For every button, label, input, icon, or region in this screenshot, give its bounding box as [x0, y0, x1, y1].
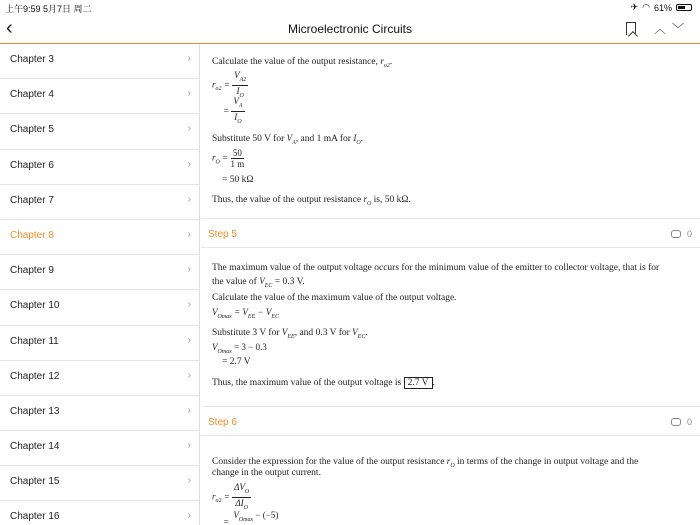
- step6-comment-count: 0: [687, 417, 693, 427]
- chevron-right-icon: ›: [187, 193, 191, 205]
- step5-comment-count: 0: [687, 229, 693, 239]
- eq-vomax: $V_{Omax} = V_{EE} - V_{EC}$: [212, 307, 280, 320]
- comment-icon[interactable]: [671, 418, 681, 426]
- step6-line1: Consider the expression for the value of the output resistance $r_O$ in terms of the change in output voltage and the: [212, 456, 639, 469]
- step5-line1: The maximum value of the output voltage occurs for the minimum value of the emitter to collector voltage, that is for: [212, 263, 660, 273]
- battery-percent: 61%: [653, 2, 672, 13]
- chevron-right-icon: ›: [187, 334, 191, 346]
- step6-line2: change in the output current.: [212, 468, 321, 478]
- sidebar-item-label: Chapter 14: [10, 441, 60, 453]
- sidebar-item-chapter[interactable]: [0, 114, 199, 149]
- chevron-up-icon[interactable]: ︿: [654, 22, 667, 36]
- page-title: Microelectronic Circuits: [287, 22, 413, 36]
- chevron-right-icon: ›: [187, 88, 191, 100]
- step5-label: Step 5: [208, 229, 237, 240]
- eq-ro2-partial: = $V_{Omax} - (-5)$: [223, 510, 279, 525]
- step5-substitute: Substitute 3 V for $V_{EE}$, and 0.3 V for $V_{EC}$.: [212, 327, 368, 340]
- chevron-right-icon: ›: [187, 123, 191, 135]
- airplane-icon: ✈: [630, 2, 639, 12]
- chevron-right-icon: ›: [187, 228, 191, 240]
- wifi-icon: ◠: [642, 2, 650, 12]
- eq-ro-result: = 50 kΩ: [222, 175, 254, 185]
- chevron-right-icon: ›: [187, 475, 191, 487]
- sidebar-item-chapter[interactable]: [0, 185, 199, 220]
- chevron-right-icon: ›: [187, 440, 191, 452]
- status-indicators: [631, 2, 692, 13]
- sidebar-item-label: Chapter 4: [10, 89, 54, 101]
- ro2-symbol: $r_{o2}$: [380, 56, 390, 69]
- chevron-right-icon: ›: [187, 53, 191, 64]
- sidebar-item-label: Chapter 10: [10, 300, 60, 312]
- sidebar-item-label: Chapter 13: [10, 405, 60, 417]
- eq-va-io: = $\frac{V_A}{I_O}$: [223, 96, 243, 125]
- sidebar-item-label: Chapter 9: [10, 265, 54, 277]
- sidebar-item-chapter[interactable]: [0, 361, 199, 396]
- sidebar-item-label: Chapter 15: [10, 476, 60, 488]
- sidebar-item-label: Chapter 12: [10, 370, 60, 382]
- step4-conclusion: Thus, the value of the output resistance $r_O$ is, 50 kΩ.: [212, 194, 411, 207]
- sidebar-item-chapter[interactable]: [0, 501, 199, 525]
- chapter-sidebar: [0, 44, 200, 525]
- step5-line2: the value of $V_{EC} = 0.3$ V.: [212, 276, 305, 289]
- sidebar-item-chapter[interactable]: [0, 44, 199, 79]
- chevron-right-icon: ›: [187, 404, 191, 416]
- back-button[interactable]: ‹: [6, 17, 13, 39]
- sidebar-item-chapter[interactable]: [0, 220, 199, 255]
- sidebar-item-chapter[interactable]: [0, 396, 199, 431]
- step6-header[interactable]: [201, 406, 700, 436]
- chevron-right-icon: ›: [187, 510, 191, 522]
- sidebar-item-chapter[interactable]: [0, 150, 199, 185]
- status-bar: [0, 0, 700, 14]
- step4-intro: Calculate the value of the output resistance, $r_{o2}$.: [212, 56, 393, 69]
- sidebar-item-chapter[interactable]: [0, 255, 199, 290]
- sidebar-item-label: Chapter 3: [10, 54, 54, 65]
- eq-ro2-delta: $r_{o2}$ = $\frac{\Delta V_O}{\Delta I_O}$: [212, 482, 250, 511]
- sidebar-item-chapter[interactable]: [0, 79, 199, 114]
- sidebar-item-label: Chapter 11: [10, 335, 59, 347]
- comment-icon[interactable]: [671, 230, 681, 238]
- eq-ro-numeric: $r_O$ = $\frac{50}{1 m}$: [212, 148, 245, 169]
- sidebar-item-chapter[interactable]: [0, 466, 199, 501]
- result-box: 2.7 V: [404, 377, 433, 389]
- eq-vomax-result: = 2.7 V: [222, 357, 251, 367]
- sidebar-item-label: Chapter 8: [10, 229, 54, 241]
- chevron-right-icon: ›: [187, 369, 191, 381]
- bookmark-icon[interactable]: [626, 22, 636, 35]
- sidebar-item-label: Chapter 16: [10, 511, 60, 523]
- sidebar-item-chapter[interactable]: [0, 326, 199, 361]
- battery-icon: [676, 4, 692, 11]
- chevron-right-icon: ›: [187, 264, 191, 276]
- step6-label: Step 6: [208, 417, 237, 428]
- chevron-down-icon[interactable]: ﹀: [672, 22, 685, 36]
- step4-intro-text: Calculate the value of the output resistance,: [212, 57, 378, 67]
- solution-content: [201, 44, 700, 525]
- step4-substitute: Substitute 50 V for $V_A$, and 1 mA for $I_O$.: [212, 133, 364, 146]
- status-time: 上午9:59 5月7日 周二: [5, 4, 92, 14]
- sidebar-item-chapter[interactable]: [0, 290, 199, 325]
- chevron-right-icon: ›: [187, 158, 191, 170]
- eq-ro2-va2-io: $r_{o2}$ = $\frac{V_{A2}}{I_O}$: [212, 70, 247, 99]
- eq-vomax-sub: $V_{Omax} = 3 - 0.3$: [212, 342, 267, 355]
- step5-header[interactable]: [201, 218, 700, 248]
- nav-bar: [0, 14, 700, 44]
- sidebar-item-label: Chapter 6: [10, 159, 54, 171]
- chevron-right-icon: ›: [187, 299, 191, 311]
- step5-line3: Calculate the value of the maximum value of the output voltage.: [212, 293, 457, 303]
- battery-fill: [678, 6, 685, 9]
- step5-conclusion: Thus, the maximum value of the output voltage is 2.7 V .: [212, 378, 435, 388]
- sidebar-item-chapter[interactable]: [0, 431, 199, 466]
- sidebar-item-label: Chapter 5: [10, 124, 54, 136]
- sidebar-item-label: Chapter 7: [10, 194, 54, 206]
